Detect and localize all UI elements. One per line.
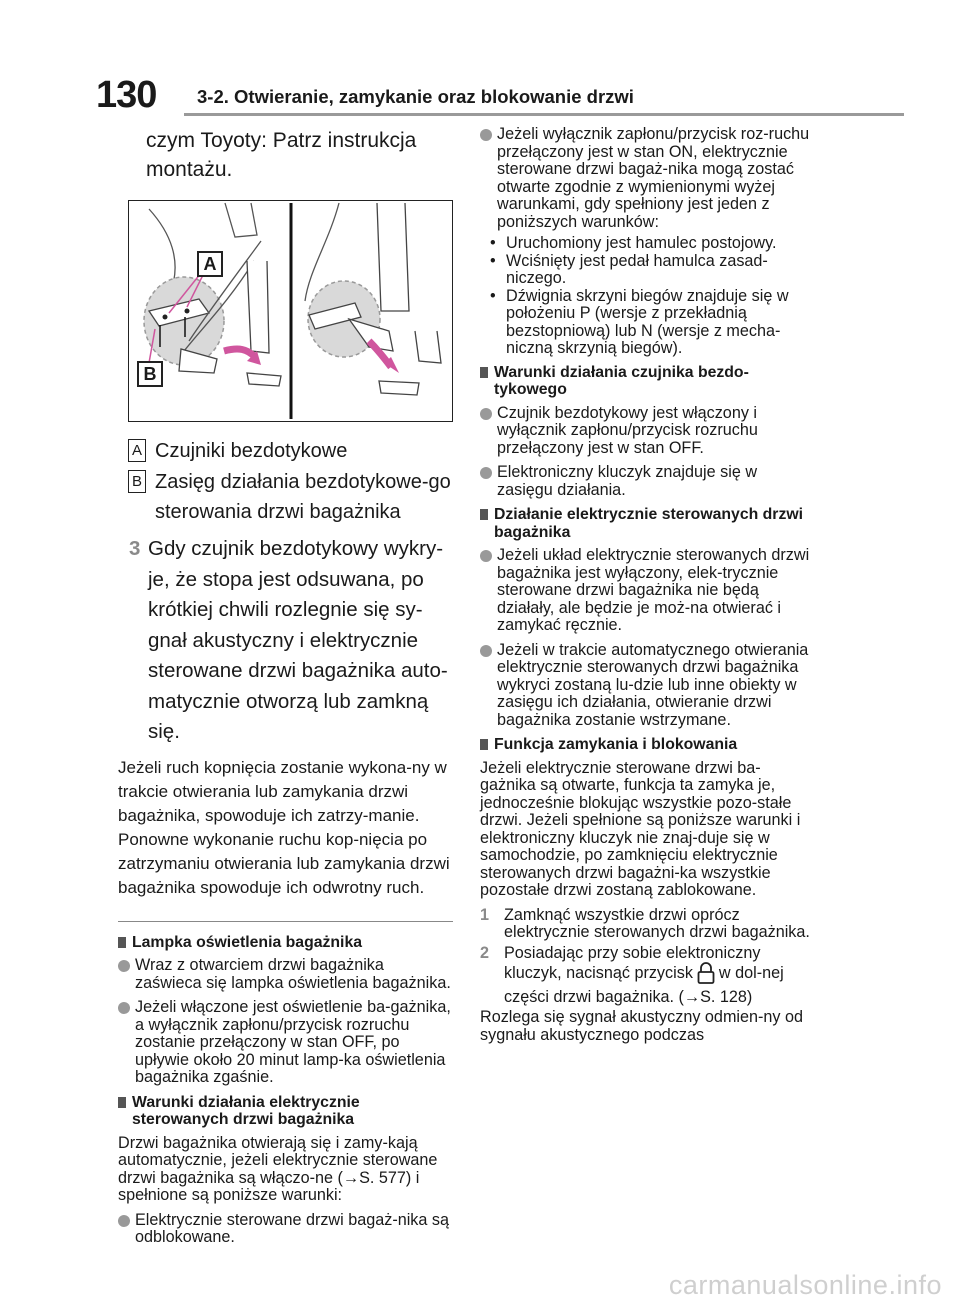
operation-heading: Działanie elektrycznie sterowanych drzwi bagażnika: [480, 506, 815, 541]
kick-sensor-illustration: [128, 200, 453, 422]
operation-bullet-2: Jeżeli w trakcie automatycznego otwierania elektrycznie sterowanych drzwi bagażnika wykryci zostaną lu-dzie lub inne obiekty w zasięgu ich działania, otwieranie drzwi bagażnika zostanie wstrzymane.: [480, 642, 815, 730]
locking-text: Jeżeli elektrycznie sterowane drzwi ba-gażnika są otwarte, funkcja ta zamyka je, jednocześnie blokując wszystkie pozo-stałe drzwi. Jeżeli spełnione są poniższe warunki i elektroniczny kluczyk nie znaj-duje się w samochodzie, po zamknięciu elektrycznie sterowanych drzwi bagażni-ka wszystkie pozostałe drzwi zostaną zablokowane.: [480, 758, 801, 899]
illustration-drawing: [129, 201, 452, 421]
step-number: 3: [129, 537, 141, 560]
sensor-bullet-2: Elektroniczny kluczyk znajduje się w zasięgu działania.: [480, 464, 815, 499]
lamp-bullet-1: Wraz z otwarciem drzwi bagażnika zaświeca się lampka oświetlenia bagażnika.: [118, 957, 453, 992]
ignition-bullet: Jeżeli wyłącznik zapłonu/przycisk roz-ruchu przełączony jest w stan ON, elektrycznie sterowane drzwi bagaż-nika mogą zostać otwarte zgodnie z wymienionymi wyżej warunkami, gdy spełniony jest jeden z poniższych warunków:: [480, 126, 815, 231]
kick-note: Jeżeli ruch kopnięcia zostanie wykona-ny w trakcie otwierania lub zamykania drzwi bagażnika, spowoduje ich zatrzy-manie. Ponowne wykonanie ruchu kop-nięcia po zatrzymaniu otwierania lub zamykania drzwi bagażnika spowoduje ich odwrotny ruch.: [118, 757, 450, 897]
locking-step-2: 2 Posiadając przy sobie elektroniczny kluczyk, nacisnąć przycisk w dol-nej części drzwi bagażnika. (→S. 128): [480, 943, 784, 1006]
dash-item: • Uruchomiony jest hamulec postojowy.: [490, 234, 777, 252]
legend-key-a: A: [128, 439, 146, 462]
legend-key-b: B: [128, 470, 146, 493]
conditions-heading: Warunki działania elektrycznie sterowanych drzwi bagażnika: [118, 1094, 453, 1129]
legend-item: [128, 436, 453, 466]
dash-item: • Dźwignia skrzyni biegów znajduje się w położeniu P (wersje z przekładnią bezstopniową) lub N (wersje z mecha-niczną skrzynią biegów).: [490, 286, 789, 357]
ignition-conditions: [490, 235, 815, 358]
sensor-bullet-1: Czujnik bezdotykowy jest włączony i wyłącznik zapłonu/przycisk rozruchu przełączony jest w stan OFF.: [480, 405, 815, 458]
figure-legend: [128, 436, 453, 527]
right-column: [480, 126, 815, 1051]
locking-step-1: 1 Zamknąć wszystkie drzwi oprócz elektrycznie sterowanych drzwi bagażnika.: [480, 905, 810, 941]
sensor-heading: Warunki działania czujnika bezdo-tykowego: [480, 364, 815, 399]
page-number: 130: [96, 74, 157, 116]
figure-label-a: A: [197, 251, 223, 277]
conditions-text: Drzwi bagażnika otwierają się i zamy-kają automatycznie, jeżeli elektrycznie sterowane drzwi bagażnika są włączo-ne (→S. 577) i spełnione są poniższe warunki:: [118, 1133, 438, 1204]
watermark: carmanualsonline.info: [668, 1270, 942, 1300]
operation-bullet-1: Jeżeli układ elektrycznie sterowanych drzwi bagażnika jest wyłączony, elek-trycznie sterowane drzwi bagażnika nie będą działały, ale będzie je moż-na otwierać i zamykać ręcznie.: [480, 547, 815, 635]
left-column: [118, 126, 453, 1254]
lamp-bullet-2: Jeżeli włączone jest oświetlenie ba-gażnika, a wyłącznik zapłonu/przycisk rozruchu zostanie przełączony w stan OFF, po upływie około 20 minut lamp-ka oświetlenia bagażnika zgaśnie.: [118, 999, 453, 1087]
divider: [118, 921, 453, 922]
intro-text: czym Toyoty: Patrz instrukcja montażu.: [146, 129, 417, 181]
legend-item: [128, 467, 453, 527]
step-3: [129, 534, 453, 748]
lamp-heading: Lampka oświetlenia bagażnika: [118, 934, 453, 952]
locking-heading: Funkcja zamykania i blokowania: [480, 736, 815, 754]
conditions-bullet-1: Elektrycznie sterowane drzwi bagaż-nika są odblokowane.: [118, 1212, 453, 1247]
dash-item: • Wciśnięty jest pedał hamulca zasad-niczego.: [490, 251, 768, 287]
header-rule: [184, 113, 904, 116]
locking-tail: Rozlega się sygnał akustyczny odmien-ny od sygnału akustycznego podczas: [480, 1008, 804, 1044]
figure-label-b: B: [137, 361, 163, 387]
section-title: 3-2. Otwieranie, zamykanie oraz blokowanie drzwi: [197, 86, 634, 107]
legend-text-b: Zasięg działania bezdotykowe-go sterowania drzwi bagażnika: [155, 471, 451, 523]
step-text: Gdy czujnik bezdotykowy wykry-je, że stopa jest odsuwana, po krótkiej chwili rozlegnie się sy-gnał akustyczny i elektrycznie sterowane drzwi bagażnika auto-matycznie otworzą lub zamkną się.: [148, 537, 448, 743]
legend-text-a: Czujniki bezdotykowe: [155, 440, 348, 462]
lock-icon: [697, 962, 715, 989]
